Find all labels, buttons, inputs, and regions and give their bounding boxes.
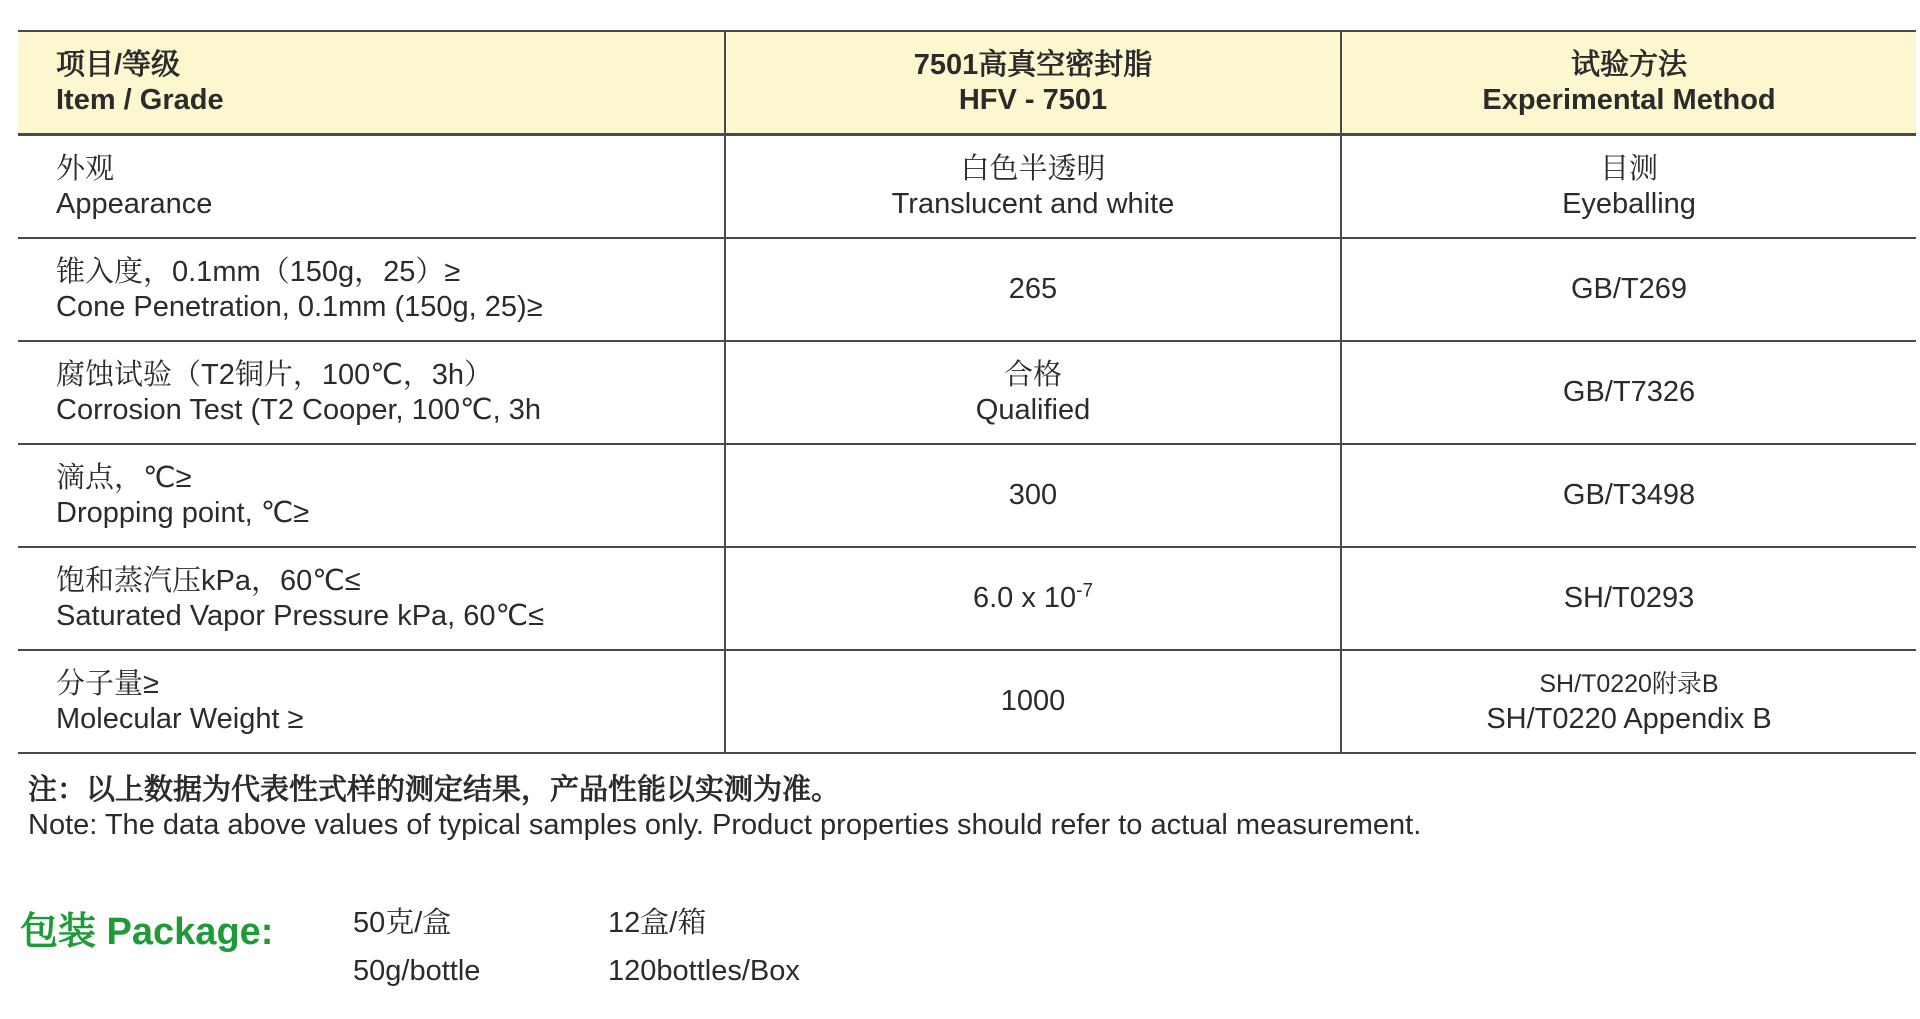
method-en: Eyeballing	[1562, 187, 1696, 220]
footnote-en: Note: The data above values of typical samples only. Product properties should refer to actual measurement.	[28, 809, 1422, 841]
package-unit-en: 50g/bottle	[353, 955, 481, 987]
table-header-row	[18, 31, 1916, 135]
method-cn: SH/T0220附录B	[1539, 669, 1719, 698]
header-product-cn: 7501高真空密封脂	[913, 48, 1153, 81]
package-unit-cn: 50克/盒	[353, 907, 452, 939]
table-row	[18, 238, 1916, 341]
header-item-cn: 项目/等级	[56, 48, 181, 81]
table-row	[18, 547, 1916, 650]
header-item-grade	[18, 31, 725, 135]
value-base: 6.0 x 10	[972, 582, 1077, 614]
item-label-en: Dropping point, ℃≥	[56, 496, 310, 529]
item-label-en: Saturated Vapor Pressure kPa, 60℃≤	[56, 599, 545, 632]
value-text: 1000	[1000, 685, 1066, 717]
value-text	[726, 581, 1340, 616]
row-method	[1341, 135, 1916, 239]
item-label-en: Corrosion Test (T2 Cooper, 100℃, 3h	[56, 393, 541, 426]
package-section	[20, 898, 920, 1008]
item-label-cn: 滴点，℃≥	[56, 461, 192, 494]
method-en: SH/T0220 Appendix B	[1486, 702, 1772, 735]
row-item	[18, 135, 725, 239]
item-label-cn: 分子量≥	[56, 667, 159, 700]
item-label-en: Cone Penetration, 0.1mm (150g, 25)≥	[56, 290, 543, 323]
header-product	[725, 31, 1341, 135]
row-item	[18, 444, 725, 547]
value-text: 300	[1008, 479, 1058, 511]
spec-table	[18, 30, 1916, 754]
value-text: 265	[1008, 273, 1058, 305]
value-en: Translucent and white	[891, 187, 1175, 220]
row-item	[18, 650, 725, 753]
method-text: GB/T3498	[1562, 479, 1696, 511]
row-method	[1341, 238, 1916, 341]
package-box-en: 120bottles/Box	[608, 955, 800, 987]
row-method	[1341, 444, 1916, 547]
item-label-en: Appearance	[56, 187, 213, 220]
value-cn: 白色半透明	[960, 152, 1106, 185]
table-row	[18, 135, 1916, 239]
row-method	[1341, 341, 1916, 444]
value-exponent: -7	[1076, 580, 1094, 602]
value-cn: 合格	[1003, 358, 1062, 391]
package-title: 包装 Package:	[20, 911, 274, 953]
item-label-cn: 饱和蒸汽压kPa，60℃≤	[56, 564, 361, 597]
method-cn: 目测	[1599, 152, 1658, 185]
row-value	[725, 135, 1341, 239]
table-row	[18, 650, 1916, 753]
footnote-cn: 注：以上数据为代表性式样的测定结果，产品性能以实测为准。	[28, 774, 841, 806]
item-label-cn: 锥入度，0.1mm（150g，25）≥	[56, 255, 461, 288]
header-method-cn: 试验方法	[1570, 48, 1687, 81]
row-value	[725, 341, 1341, 444]
row-value	[725, 547, 1341, 650]
row-value	[725, 238, 1341, 341]
row-item	[18, 238, 725, 341]
row-item	[18, 341, 725, 444]
footnote	[28, 773, 1421, 843]
row-method	[1341, 650, 1916, 753]
row-value	[725, 444, 1341, 547]
package-box-cn: 12盒/箱	[608, 907, 707, 939]
item-label-en: Molecular Weight ≥	[56, 702, 304, 735]
table-row	[18, 341, 1916, 444]
method-text: GB/T7326	[1562, 376, 1696, 408]
method-text: GB/T269	[1570, 273, 1688, 305]
header-item-en: Item / Grade	[56, 83, 224, 116]
header-method-en: Experimental Method	[1482, 83, 1776, 116]
item-label-cn: 外观	[56, 152, 115, 185]
header-product-en: HFV - 7501	[958, 83, 1108, 116]
method-text: SH/T0293	[1563, 582, 1695, 614]
value-en: Qualified	[975, 393, 1091, 426]
item-label-cn: 腐蚀试验（T2铜片，100℃，3h）	[56, 358, 494, 391]
row-value	[725, 650, 1341, 753]
row-item	[18, 547, 725, 650]
row-method	[1341, 547, 1916, 650]
header-method	[1341, 31, 1916, 135]
table-row	[18, 444, 1916, 547]
